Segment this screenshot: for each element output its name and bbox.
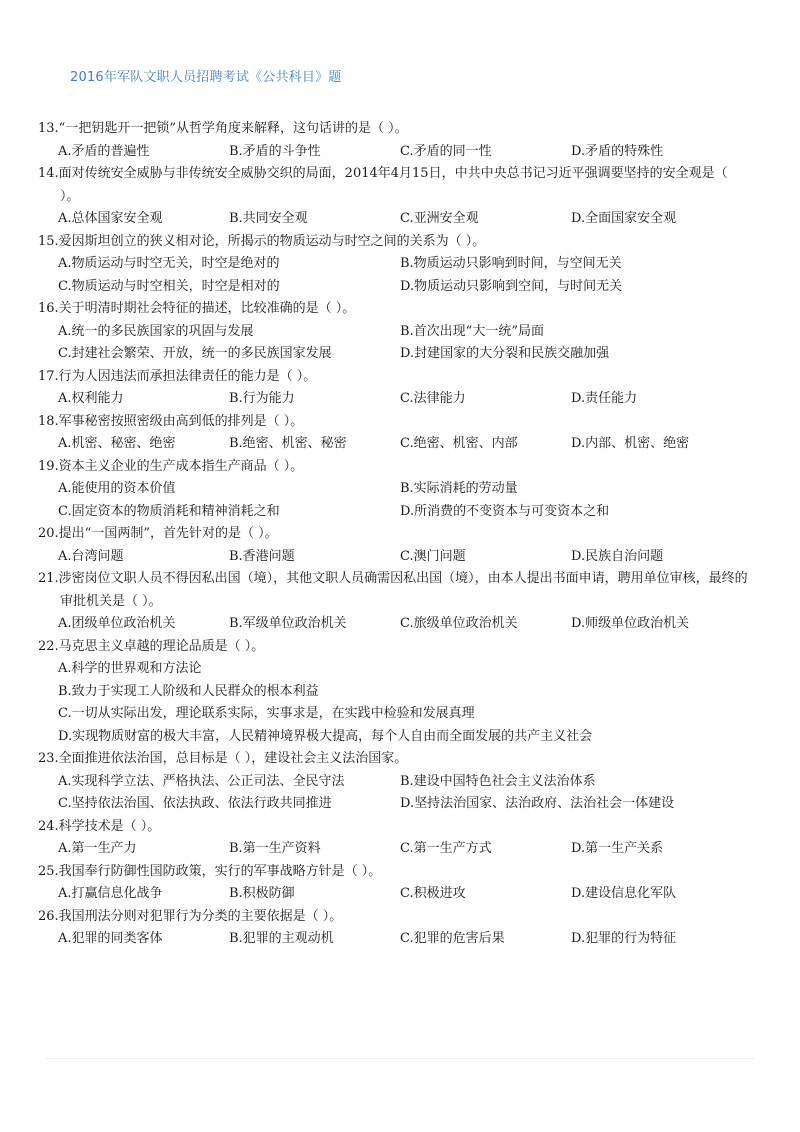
option-row xyxy=(58,703,750,726)
question-stem: 19.资本主义企业的生产成本指生产商品（ ）。 xyxy=(38,458,304,474)
option-row xyxy=(58,208,750,231)
option-group xyxy=(38,388,750,411)
answer-option: B.首次出现“大一统”局面 xyxy=(400,323,544,339)
answer-option: C.旅级单位政治机关 xyxy=(400,616,518,631)
answer-option: D.建设信息化军队 xyxy=(571,886,677,901)
question-item xyxy=(38,118,750,163)
answer-option: A.能使用的资本价值 xyxy=(58,481,176,496)
option-group xyxy=(38,838,750,861)
answer-option: B.香港问题 xyxy=(229,548,295,564)
answer-option: C.犯罪的危害后果 xyxy=(400,931,505,946)
option-group xyxy=(38,658,750,748)
answer-option: A.团级单位政治机关 xyxy=(58,616,176,631)
question-item xyxy=(38,411,750,456)
answer-option: D.全面国家安全观 xyxy=(571,211,677,226)
option-group xyxy=(38,208,750,231)
option-row xyxy=(58,928,750,951)
answer-option: C.第一生产方式 xyxy=(400,841,492,856)
question-stem: 26.我国刑法分则对犯罪行为分类的主要依据是（ ）。 xyxy=(38,908,343,924)
option-row xyxy=(58,726,750,749)
answer-option: D.所消费的不变资本与可变资本之和 xyxy=(400,503,610,519)
question-list xyxy=(38,118,750,951)
answer-option: C.一切从实际出发，理论联系实际，实事求是，在实践中检验和发展真理 xyxy=(58,706,475,721)
answer-option: D.矛盾的特殊性 xyxy=(571,143,664,159)
answer-option: A.实现科学立法、严格执法、公正司法、全民守法 xyxy=(58,773,345,789)
answer-option: B.共同安全观 xyxy=(229,211,308,226)
option-row xyxy=(58,501,750,524)
answer-option: C.澳门问题 xyxy=(400,548,466,564)
option-group xyxy=(38,253,750,298)
question-item xyxy=(38,456,750,524)
question-stem: 18.军事秘密按照密级由高到低的排列是（ ）。 xyxy=(38,413,304,429)
option-group xyxy=(38,546,750,569)
answer-option: A.打赢信息化战争 xyxy=(58,886,163,901)
question-item xyxy=(38,568,750,636)
answer-option: B.第一生产资料 xyxy=(229,841,321,856)
option-group xyxy=(38,478,750,523)
answer-option: D.封建国家的大分裂和民族交融加强 xyxy=(400,346,610,361)
question-stem: 22.马克思主义卓越的理论品质是（ ）。 xyxy=(38,638,265,654)
answer-option: B.物质运动只影响到时间，与空间无关 xyxy=(400,256,622,271)
answer-option: D.物质运动只影响到空间，与时间无关 xyxy=(400,278,623,294)
answer-option: A.总体国家安全观 xyxy=(58,211,163,226)
answer-option: A.矛盾的普遍性 xyxy=(58,143,150,159)
question-stem: 20.提出“一国两制”，首先针对的是（ ）。 xyxy=(38,526,278,541)
answer-option: B.积极防御 xyxy=(229,886,295,901)
question-item xyxy=(38,163,750,231)
answer-option: A.犯罪的同类客体 xyxy=(58,931,163,946)
answer-option: A.权利能力 xyxy=(58,391,124,406)
question-stem: 13.“一把钥匙开一把锁”从哲学角度来解释，这句话讲的是（ ）。 xyxy=(38,121,408,136)
option-row xyxy=(58,771,750,794)
answer-option: D.内部、机密、绝密 xyxy=(571,436,690,451)
option-row xyxy=(58,343,750,366)
answer-option: A.科学的世界观和方法论 xyxy=(58,661,202,676)
option-row xyxy=(58,658,750,681)
option-row xyxy=(58,253,750,276)
footer-divider xyxy=(46,1058,754,1059)
option-row xyxy=(58,613,750,636)
option-row xyxy=(58,321,750,344)
answer-option: D.第一生产关系 xyxy=(571,841,664,856)
option-group xyxy=(38,433,750,456)
answer-option: C.坚持依法治国、依法执政、依法行政共同推进 xyxy=(58,796,332,811)
answer-option: B.矛盾的斗争性 xyxy=(229,143,321,159)
answer-option: B.绝密、机密、秘密 xyxy=(229,436,347,451)
answer-option: B.行为能力 xyxy=(229,391,295,406)
question-item xyxy=(38,636,750,749)
answer-option: C.绝密、机密、内部 xyxy=(400,436,518,451)
answer-option: D.实现物质财富的极大丰富，人民精神境界极大提高，每个人自由而全面发展的共产主义社会 xyxy=(58,728,593,744)
answer-option: C.亚洲安全观 xyxy=(400,211,479,226)
question-stem: 21.涉密岗位文职人员不得因私出国（境），其他文职人员确需因私出国（境），由本人提出书面申请，聘用单位审核，最终的审批机关是（ ）。 xyxy=(38,571,748,609)
question-item xyxy=(38,231,750,299)
option-group xyxy=(38,883,750,906)
answer-option: B.致力于实现工人阶级和人民群众的根本利益 xyxy=(58,683,319,699)
answer-option: C.物质运动与时空相关，时空是相对的 xyxy=(58,278,280,294)
option-row xyxy=(58,433,750,456)
answer-option: D.民族自治问题 xyxy=(571,548,664,564)
answer-option: A.统一的多民族国家的巩固与发展 xyxy=(58,323,254,339)
answer-option: C.法律能力 xyxy=(400,391,466,406)
question-item xyxy=(38,366,750,411)
answer-option: D.坚持法治国家、法治政府、法治社会一体建设 xyxy=(400,796,675,811)
option-row xyxy=(58,276,750,299)
option-group xyxy=(38,928,750,951)
question-item xyxy=(38,523,750,568)
answer-option: A.物质运动与时空无关，时空是绝对的 xyxy=(58,256,280,271)
answer-option: C.封建社会繁荣、开放，统一的多民族国家发展 xyxy=(58,346,332,361)
question-stem: 24.科学技术是（ ）。 xyxy=(38,818,161,834)
answer-option: D.师级单位政治机关 xyxy=(571,616,690,631)
answer-option: B.实际消耗的劳动量 xyxy=(400,481,518,496)
answer-option: A.机密、秘密、绝密 xyxy=(58,436,176,451)
option-row xyxy=(58,838,750,861)
option-row xyxy=(58,478,750,501)
question-stem: 15.爱因斯坦创立的狭义相对论，所揭示的物质运动与时空之间的关系为（ ）。 xyxy=(38,233,486,249)
question-item xyxy=(38,816,750,861)
option-group xyxy=(38,141,750,164)
option-row xyxy=(58,793,750,816)
question-stem: 23.全面推进依法治国，总目标是（ ），建设社会主义法治国家。 xyxy=(38,751,408,766)
answer-option: C.矛盾的同一性 xyxy=(400,143,492,159)
answer-option: A.第一生产力 xyxy=(58,841,137,856)
option-row xyxy=(58,388,750,411)
question-item xyxy=(38,906,750,951)
answer-option: B.建设中国特色社会主义法治体系 xyxy=(400,773,596,789)
answer-option: B.犯罪的主观动机 xyxy=(229,931,334,946)
answer-option: C.固定资本的物质消耗和精神消耗之和 xyxy=(58,503,280,519)
answer-option: D.责任能力 xyxy=(571,391,638,406)
option-row xyxy=(58,141,750,164)
question-item xyxy=(38,298,750,366)
option-group xyxy=(38,771,750,816)
option-group xyxy=(38,613,750,636)
answer-option: B.军级单位政治机关 xyxy=(229,616,347,631)
question-stem: 14.面对传统安全威胁与非传统安全威胁交织的局面，2014年4月15日，中共中央总书记习近平强调要坚持的安全观是（ ）。 xyxy=(38,166,728,204)
question-item xyxy=(38,861,750,906)
option-group xyxy=(38,321,750,366)
option-row xyxy=(58,546,750,569)
option-row xyxy=(58,883,750,906)
answer-option: C.积极进攻 xyxy=(400,886,466,901)
answer-option: A.台湾问题 xyxy=(58,548,124,564)
page-header-title: 2016年军队文职人员招聘考试《公共科目》题 xyxy=(70,70,342,85)
option-row xyxy=(58,681,750,704)
question-item xyxy=(38,748,750,816)
question-stem: 16.关于明清时期社会特征的描述，比较准确的是（ ）。 xyxy=(38,301,356,316)
question-stem: 17.行为人因违法而承担法律责任的能力是（ ）。 xyxy=(38,368,317,384)
answer-option: D.犯罪的行为特征 xyxy=(571,931,677,946)
question-stem: 25.我国奉行防御性国防政策，实行的军事战略方针是（ ）。 xyxy=(38,863,382,879)
